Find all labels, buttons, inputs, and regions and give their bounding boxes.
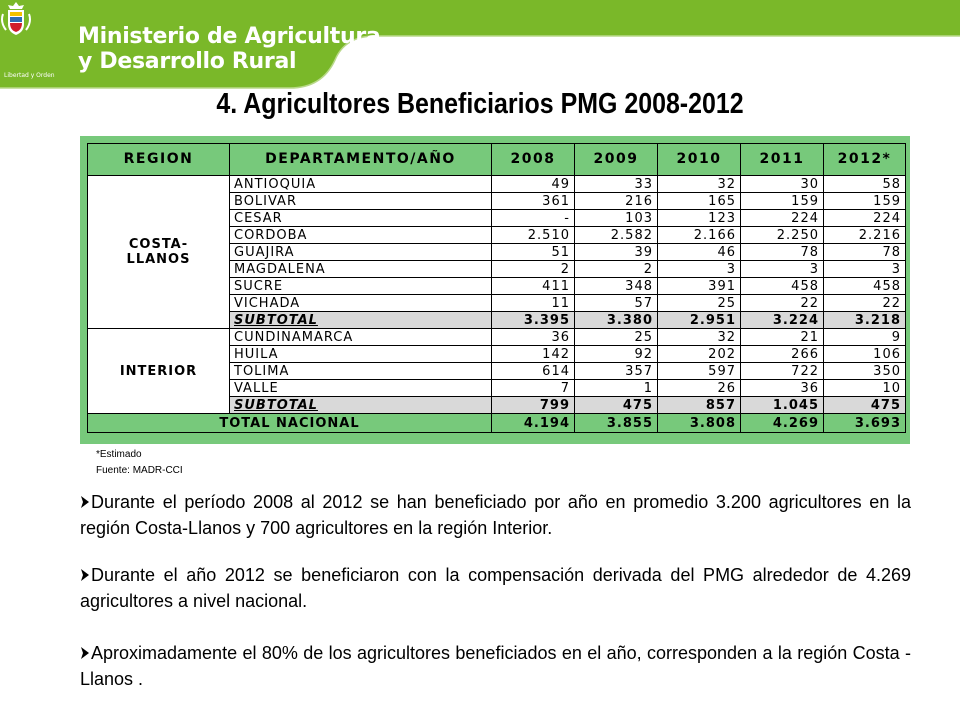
total-row [88, 414, 906, 433]
value-cell: 350 [824, 363, 906, 380]
value-cell: 224 [824, 210, 906, 227]
header-cell: 2008 [492, 144, 575, 176]
value-cell: 165 [658, 193, 741, 210]
value-cell: 46 [658, 244, 741, 261]
bullet-paragraph [80, 489, 911, 541]
value-cell: 10 [824, 380, 906, 397]
value-cell: 21 [741, 329, 824, 346]
value-cell: 26 [658, 380, 741, 397]
department-cell: SUCRE [230, 278, 492, 295]
value-cell: 58 [824, 176, 906, 193]
value-cell: 224 [741, 210, 824, 227]
value-cell: 266 [741, 346, 824, 363]
department-cell: TOLIMA [230, 363, 492, 380]
subtotal-value: 1.045 [741, 397, 824, 414]
page-title: 4. Agricultores Beneficiarios PMG 2008-2012 [216, 88, 744, 120]
value-cell: 357 [575, 363, 658, 380]
motto: Libertad y Orden [4, 72, 55, 79]
header-cell: DEPARTAMENTO/AÑO [230, 144, 492, 176]
header-cell: 2009 [575, 144, 658, 176]
value-cell: 3 [741, 261, 824, 278]
value-cell: 49 [492, 176, 575, 193]
value-cell: 57 [575, 295, 658, 312]
value-cell: 103 [575, 210, 658, 227]
coat-of-arms-icon [0, 0, 32, 38]
department-cell: CUNDINAMARCA [230, 329, 492, 346]
value-cell: 39 [575, 244, 658, 261]
subtotal-value: 475 [575, 397, 658, 414]
header-banner [0, 0, 960, 90]
bullet-paragraph [80, 640, 911, 692]
value-cell: 7 [492, 380, 575, 397]
value-cell: 411 [492, 278, 575, 295]
region-cell [88, 176, 230, 329]
value-cell: 106 [824, 346, 906, 363]
table-frame [80, 136, 910, 444]
value-cell: 32 [658, 329, 741, 346]
header-cell: REGION [88, 144, 230, 176]
value-cell: 11 [492, 295, 575, 312]
value-cell: 2.166 [658, 227, 741, 244]
value-cell: - [492, 210, 575, 227]
value-cell: 2.216 [824, 227, 906, 244]
value-cell: 78 [741, 244, 824, 261]
value-cell: 597 [658, 363, 741, 380]
estimated-note: *Estimado [96, 449, 142, 460]
value-cell: 30 [741, 176, 824, 193]
value-cell: 25 [575, 329, 658, 346]
value-cell: 123 [658, 210, 741, 227]
subtotal-value: 799 [492, 397, 575, 414]
subtotal-value: 857 [658, 397, 741, 414]
value-cell: 722 [741, 363, 824, 380]
table-header-row [88, 144, 906, 176]
table-row [88, 176, 906, 193]
value-cell: 2 [575, 261, 658, 278]
value-cell: 348 [575, 278, 658, 295]
ministry-logo-text [78, 24, 380, 74]
bullet-text: Durante el año 2012 se beneficiaron con la compensación derivada del PMG alrededor de 4.269 agricultores a nivel nacional. [80, 565, 911, 611]
department-cell: HUILA [230, 346, 492, 363]
department-cell: ANTIOQUIA [230, 176, 492, 193]
value-cell: 2 [492, 261, 575, 278]
arrow-bullet-icon [80, 495, 90, 509]
region-name-line: INTERIOR [119, 363, 198, 379]
value-cell: 614 [492, 363, 575, 380]
value-cell: 216 [575, 193, 658, 210]
subtotal-value: 3.224 [741, 312, 824, 329]
value-cell: 36 [492, 329, 575, 346]
department-cell: CESAR [230, 210, 492, 227]
department-cell: GUAJIRA [230, 244, 492, 261]
value-cell: 2.510 [492, 227, 575, 244]
bullet-paragraph [80, 562, 911, 614]
value-cell: 92 [575, 346, 658, 363]
subtotal-value: 475 [824, 397, 906, 414]
header-cell: 2010 [658, 144, 741, 176]
value-cell: 33 [575, 176, 658, 193]
department-cell: MAGDALENA [230, 261, 492, 278]
value-cell: 9 [824, 329, 906, 346]
value-cell: 458 [824, 278, 906, 295]
value-cell: 51 [492, 244, 575, 261]
subtotal-value: 3.218 [824, 312, 906, 329]
value-cell: 159 [741, 193, 824, 210]
value-cell: 36 [741, 380, 824, 397]
bullet-text: Durante el período 2008 al 2012 se han beneficiado por año en promedio 3.200 agricultores en la región Costa-Llanos y 700 agricultores en la región Interior. [80, 492, 911, 538]
subtotal-value: 3.380 [575, 312, 658, 329]
value-cell: 32 [658, 176, 741, 193]
header-cell: 2011 [741, 144, 824, 176]
total-value: 3.808 [658, 414, 741, 433]
region-cell [88, 329, 230, 414]
value-cell: 159 [824, 193, 906, 210]
value-cell: 78 [824, 244, 906, 261]
source-note: Fuente: MADR-CCI [96, 465, 183, 476]
subtotal-value: 3.395 [492, 312, 575, 329]
department-cell: CORDOBA [230, 227, 492, 244]
ministry-line-2: y Desarrollo Rural [78, 49, 297, 74]
department-cell: BOLIVAR [230, 193, 492, 210]
region-name-line: COSTA- [128, 237, 189, 252]
value-cell: 3 [658, 261, 741, 278]
value-cell: 202 [658, 346, 741, 363]
bullet-text: Aproximadamente el 80% de los agricultores beneficiados en el año, corresponden a la región Costa -Llanos . [80, 643, 911, 689]
total-value: 4.269 [741, 414, 824, 433]
ministry-line-1: Ministerio de Agricultura [78, 24, 381, 49]
total-label: TOTAL NACIONAL [88, 414, 492, 433]
value-cell: 361 [492, 193, 575, 210]
department-cell: VALLE [230, 380, 492, 397]
value-cell: 458 [741, 278, 824, 295]
table-row [88, 329, 906, 346]
value-cell: 2.582 [575, 227, 658, 244]
value-cell: 391 [658, 278, 741, 295]
total-value: 3.693 [824, 414, 906, 433]
value-cell: 22 [741, 295, 824, 312]
value-cell: 25 [658, 295, 741, 312]
value-cell: 22 [824, 295, 906, 312]
value-cell: 2.250 [741, 227, 824, 244]
subtotal-value: 2.951 [658, 312, 741, 329]
beneficiaries-table [87, 143, 906, 433]
subtotal-label: SUBTOTAL [230, 397, 492, 414]
department-cell: VICHADA [230, 295, 492, 312]
header-cell: 2012* [824, 144, 906, 176]
total-value: 3.855 [575, 414, 658, 433]
table-body [88, 176, 906, 433]
arrow-bullet-icon [80, 646, 90, 660]
value-cell: 142 [492, 346, 575, 363]
subtotal-label: SUBTOTAL [230, 312, 492, 329]
region-name-line: LLANOS [126, 252, 191, 267]
value-cell: 1 [575, 380, 658, 397]
value-cell: 3 [824, 261, 906, 278]
arrow-bullet-icon [80, 568, 90, 582]
total-value: 4.194 [492, 414, 575, 433]
